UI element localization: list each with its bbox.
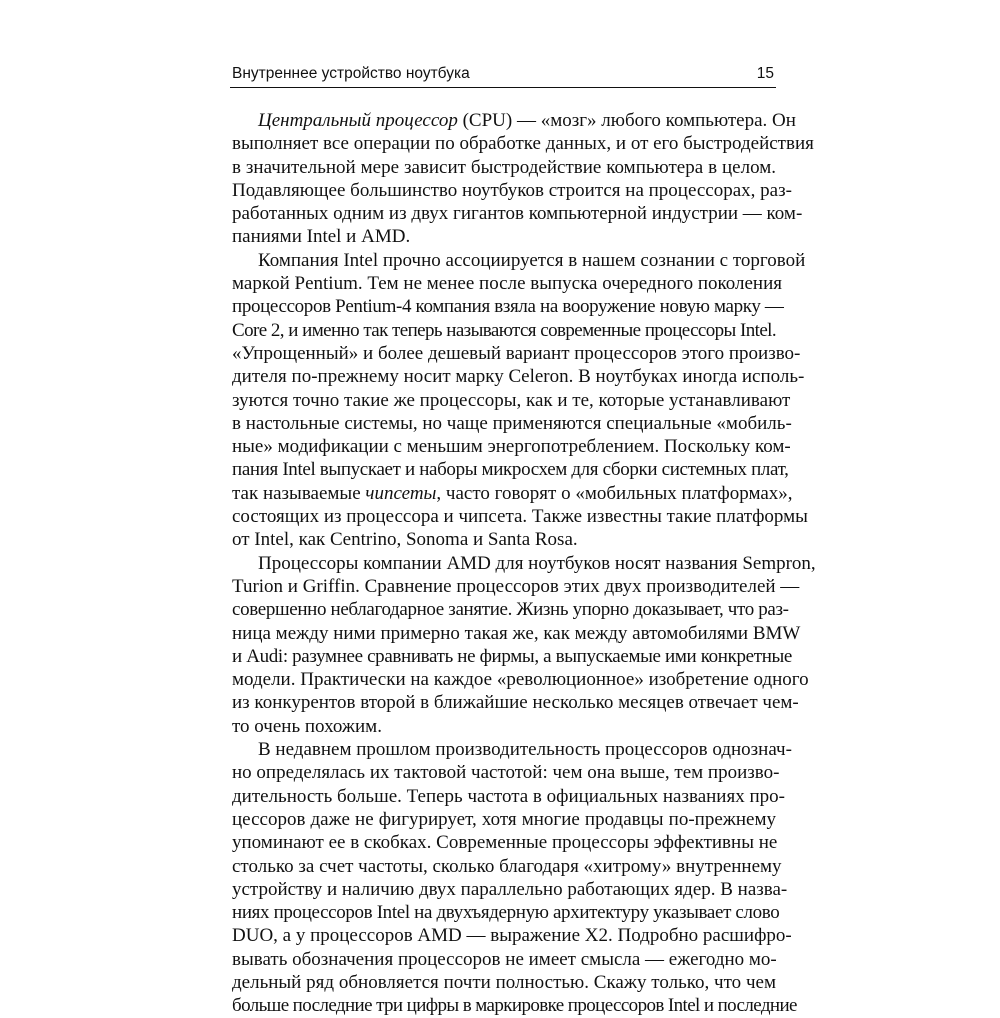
paragraph — [232, 552, 816, 738]
text-line: модели. Практически на каждое «революционное» изобретение одного — [232, 669, 809, 691]
text-line: В недавнем прошлом производительность процессоров однознач- — [258, 739, 792, 761]
text-line: DUO, а у процессоров AMD — выражение X2. Подробно расшифро- — [232, 925, 792, 947]
running-title: Внутреннее устройство ноутбука — [232, 65, 470, 82]
text-line: паниями Intel и AMD. — [232, 226, 411, 248]
page-number: 15 — [756, 65, 774, 82]
text-line: столько за счет частоты, сколько благодаря «хитрому» внутреннему — [232, 855, 782, 877]
text-line: так называемые чипсеты, часто говорят о «мобильных платформах», — [232, 482, 793, 504]
text-line: ниях процессоров Intel на двухъядерную архитектуру указывает слово — [232, 902, 780, 924]
paragraph — [232, 109, 814, 249]
text-line: дителя по-прежнему носит марку Celeron. В ноутбуках иногда исполь- — [232, 366, 805, 388]
text-line: в настольные системы, но чаще применяются специальные «мобиль- — [232, 412, 792, 434]
text-line: Центральный процессор (CPU) — «мозг» любого компьютера. Он — [258, 110, 796, 131]
text-line: дельный ряд обновляется почти полностью. Скажу только, что чем — [232, 971, 776, 993]
text-line: вывать обозначения процессоров не имеет смысла — ежегодно мо- — [232, 948, 777, 970]
text-line: упоминают ее в скобках. Современные процессоры эффективны не — [232, 832, 778, 854]
text-line: дительность больше. Теперь частота в официальных названиях про- — [232, 785, 785, 807]
text-line: пания Intel выпускает и наборы микросхем для сборки системных плат, — [232, 459, 789, 481]
text-line: цессоров даже не фигурирует, хотя многие продавцы по-прежнему — [232, 808, 776, 830]
text-line: Turion и Griffin. Сравнение процессоров этих двух производителей — — [232, 575, 800, 597]
text-line: Компания Intel прочно ассоциируется в нашем сознании с торговой — [258, 249, 806, 271]
paragraph — [232, 738, 797, 1018]
text-line: но определялась их тактовой частотой: чем она выше, тем произво- — [232, 762, 780, 784]
text-line: состоящих из процессора и чипсета. Также известны такие платформы — [232, 506, 808, 528]
text-line: работанных одним из двух гигантов компьютерной индустрии — ком- — [232, 203, 803, 225]
header-rule — [230, 87, 776, 88]
text-line: Core 2, и именно так теперь называются современные процессоры Intel. — [232, 319, 776, 341]
text-line: выполняет все операции по обработке данных, и от его быстродействия — [232, 133, 814, 155]
emphasis-term: чипсеты — [365, 482, 437, 504]
running-header — [230, 62, 776, 86]
text-line: Процессоры компании AMD для ноутбуков носят названия Sempron, — [258, 552, 816, 574]
text-line: зуются точно такие же процессоры, как и те, которые устанавливают — [232, 389, 791, 411]
text-line: из конкурентов второй в ближайшие несколько месяцев отвечает чем- — [232, 692, 799, 714]
text-line: «Упрощенный» и более дешевый вариант процессоров этого произво- — [232, 342, 801, 364]
text-line: то очень похожим. — [232, 715, 382, 737]
text-line: больше последние три цифры в маркировке процессоров Intel и последние — [232, 995, 797, 1017]
text-line: в значительной мере зависит быстродействие компьютера в целом. — [232, 156, 776, 178]
text-line: и Audi: разумнее сравнивать не фирмы, а выпускаемые ими конкретные — [232, 645, 793, 667]
paragraph — [232, 249, 808, 552]
emphasis-term: Центральный процессор — [258, 110, 458, 131]
text-line: устройству и наличию двух параллельно работающих ядер. В назва- — [232, 878, 788, 900]
text-line: маркой Pentium. Тем не менее после выпуска очередного поколения — [232, 273, 782, 295]
text-line: совершенно неблагодарное занятие. Жизнь упорно доказывает, что раз- — [232, 599, 789, 621]
text-line: процессоров Pentium-4 компания взяла на вооружение новую марку — — [232, 296, 784, 318]
body-text — [232, 109, 816, 1018]
text-line: ница между ними примерно такая же, как между автомобилями BMW — [232, 622, 801, 644]
text-line: от Intel, как Centrino, Sonoma и Santa Rosa. — [232, 529, 578, 551]
text-line: Подавляющее большинство ноутбуков строится на процессорах, раз- — [232, 179, 792, 201]
text-line: ные» модификации с меньшим энергопотреблением. Поскольку ком- — [232, 436, 791, 458]
